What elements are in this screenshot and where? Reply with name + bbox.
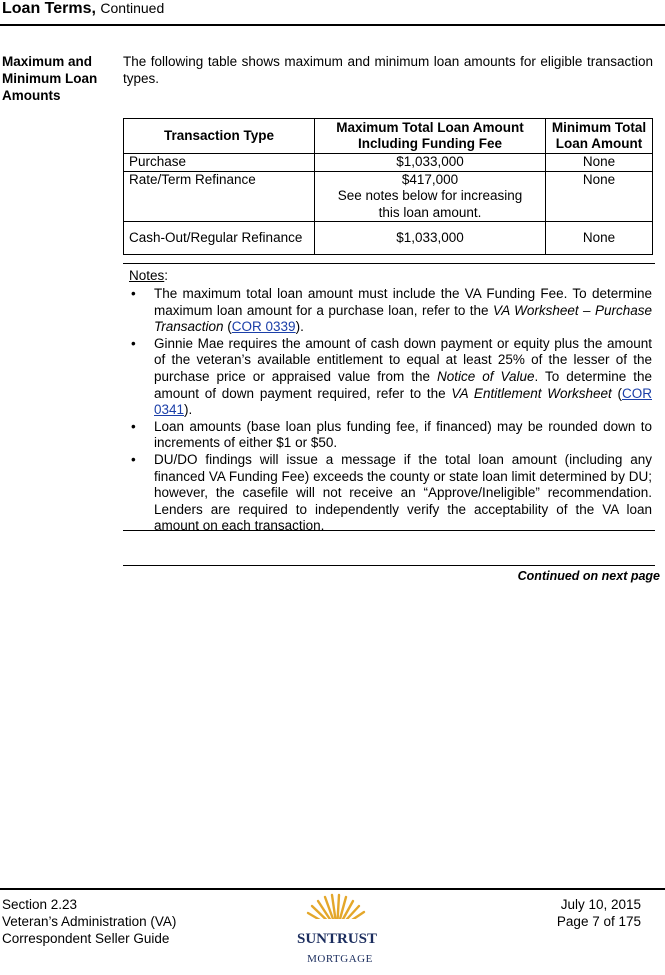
section-heading: Maximum and Minimum Loan Amounts bbox=[2, 54, 98, 103]
cell-max: $1,033,000 bbox=[315, 154, 546, 172]
notes-list bbox=[129, 286, 652, 535]
cell-max bbox=[315, 171, 546, 222]
table-row bbox=[124, 154, 653, 172]
sun-icon bbox=[282, 892, 392, 970]
table-row bbox=[124, 171, 653, 222]
link-cor-0341[interactable]: COR 0341 bbox=[154, 385, 652, 418]
footer-guide: Correspondent Seller Guide bbox=[2, 931, 170, 946]
cell-min: None bbox=[546, 154, 653, 172]
ref-notice-of-value: Notice of Value bbox=[436, 368, 535, 384]
list-item: • Ginnie Mae requires the amount of cash down payment or equity plus the amount of the veteran’s available entitlement to equal at least 25% of the lesser of the purchase price or appraised value from the Notice of Value. To determine the amount of down payment required, refer to the VA Entitlement Worksheet (COR 0341). bbox=[129, 336, 652, 419]
cell-type: Rate/Term Refinance bbox=[124, 171, 315, 222]
link-cor-0339[interactable]: COR 0339 bbox=[231, 319, 296, 335]
notes-label: Notes: bbox=[129, 268, 169, 283]
cell-min: None bbox=[546, 171, 653, 222]
list-item: • The maximum total loan amount must include the VA Funding Fee. To determine maximum loan amount for a purchase loan, refer to the VA Worksheet – Purchase Transaction (COR 0339). bbox=[129, 286, 652, 336]
header-max-loan: Maximum Total Loan Amount Including Funding Fee bbox=[315, 119, 546, 154]
cell-type: Cash-Out/Regular Refinance bbox=[124, 222, 315, 255]
header-transaction-type: Transaction Type bbox=[124, 119, 315, 154]
loan-amount-table bbox=[123, 118, 653, 255]
section-intro: The following table shows maximum and minimum loan amounts for eligible transaction types. bbox=[123, 54, 653, 86]
header-min-loan: Minimum Total Loan Amount bbox=[546, 119, 653, 154]
footer-left bbox=[2, 896, 176, 947]
cell-max-note: See notes below for increasing this loan amount. bbox=[337, 188, 523, 220]
cell-type: Purchase bbox=[124, 154, 315, 172]
cell-max-value: $417,000 bbox=[401, 171, 459, 187]
cell-min: None bbox=[546, 222, 653, 255]
footer-section: Section 2.23 bbox=[2, 897, 78, 912]
title-divider bbox=[0, 24, 665, 26]
footer-right bbox=[557, 896, 641, 930]
logo-brand-text: SUNTRUST bbox=[296, 931, 378, 947]
suntrust-logo bbox=[282, 892, 392, 970]
footer-page: Page 7 of 175 bbox=[556, 914, 641, 929]
ref-va-worksheet: VA Worksheet – Purchase Transaction bbox=[154, 302, 653, 335]
continued-note: Continued on next page bbox=[517, 569, 660, 583]
cell-max: $1,033,000 bbox=[315, 222, 546, 255]
footer-program: Veteran’s Administration (VA) bbox=[2, 914, 177, 929]
ref-va-entitlement-worksheet: VA Entitlement Worksheet bbox=[451, 385, 612, 401]
footer-divider bbox=[0, 888, 665, 890]
table-row bbox=[124, 222, 653, 255]
footer-date: July 10, 2015 bbox=[560, 897, 641, 912]
continued-divider bbox=[123, 565, 655, 566]
page-title: Loan Terms, Continued bbox=[2, 0, 165, 17]
list-item: • Loan amounts (base loan plus funding fee, if financed) may be rounded down to increments of either $1 or $50. bbox=[129, 419, 652, 452]
list-item: • DU/DO findings will issue a message if the total loan amount (including any financed VA Funding Fee) exceeds the county or state loan limit determined by DU; however, the casefile will not receive an “Approve/Ineligible” recommendation. Lenders are required to independently verify the acceptability of the VA loan amount on each transaction. bbox=[129, 452, 652, 535]
table-header-row bbox=[124, 119, 653, 154]
logo-sub-text: MORTGAGE bbox=[307, 953, 373, 965]
